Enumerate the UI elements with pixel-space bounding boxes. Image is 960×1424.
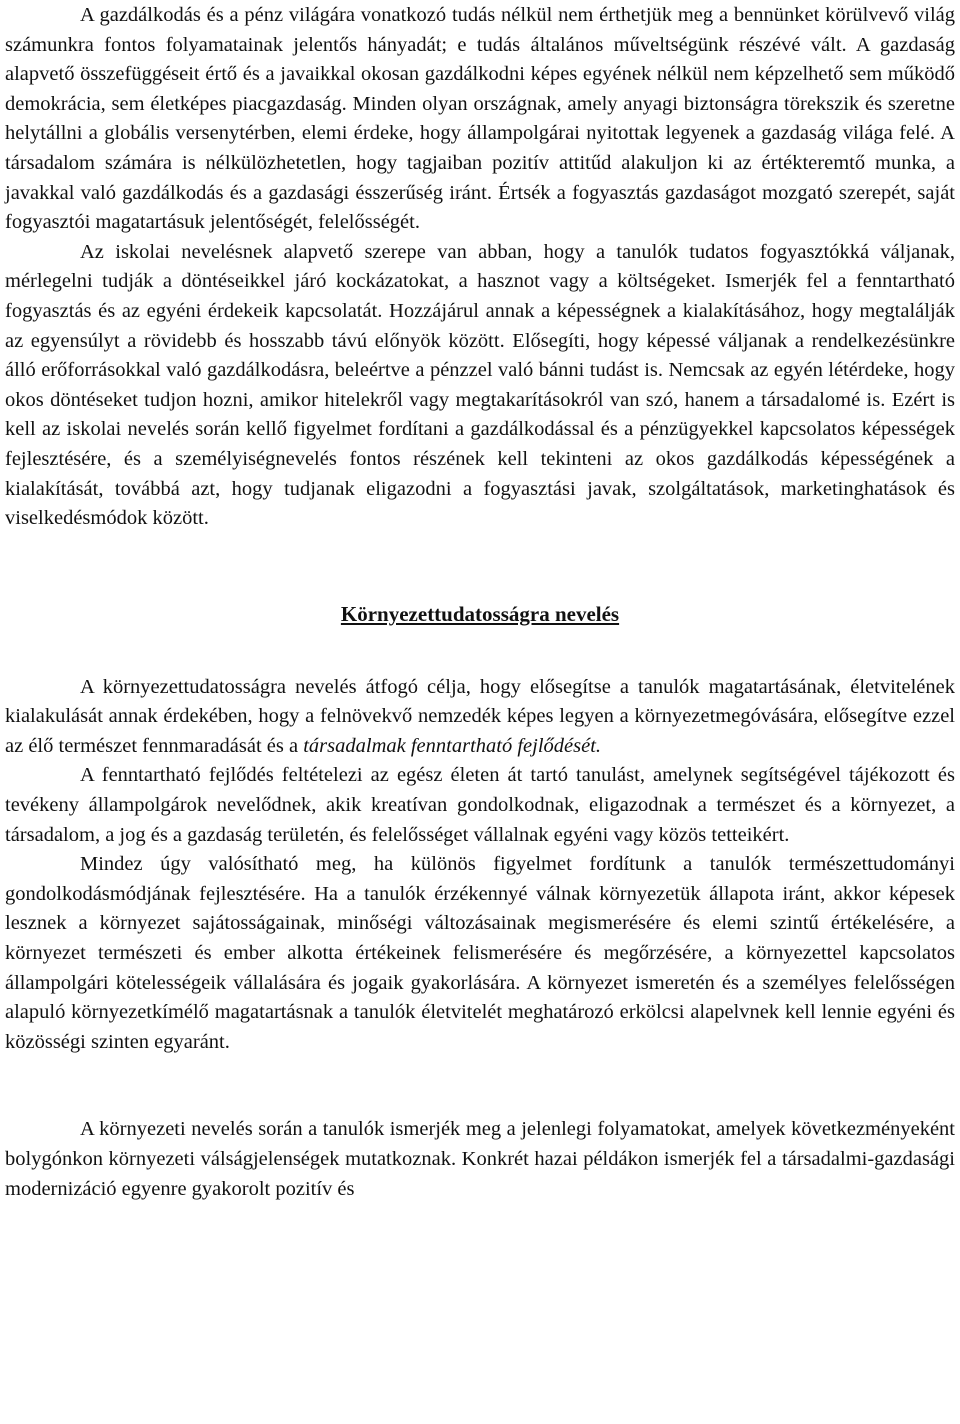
spacer — [5, 534, 955, 600]
paragraph-environment-goal-italic: társadalmak fenntartható fejlődését. — [303, 734, 602, 757]
section-heading: Környezettudatosságra nevelés — [340, 601, 620, 626]
paragraph-sustainable-development: A fenntartható fejlődés feltételezi az egész életen át tartó tanulást, amelynek segítségével tájékozott és tevékeny állampolgárok nevelődnek, akik kreatívan gondolkodnak, eligazodnak a természet és a környezet, a társadalom, a jog és a gazdaság területén, és felelősséget vállalnak egyéni vagy közös tetteikért. — [5, 764, 955, 846]
paragraph-economy-intro: A gazdálkodás és a pénz világára vonatkozó tudás nélkül nem érthetjük meg a bennünket körülvevő világ számunkra fontos folyamatainak jelentős hányadát; e tudás általános műveltségünk részévé vált. A gazdaság alapvető összefüggéseit értő és a javaikkal okosan gazdálkodni képes egyének nélkül nem képzelhető sem működő demokrácia, sem életképes piacgazdaság. Minden olyan országnak, amely anyagi biztonságra törekszik és szeretne helytállni a globális versenytérben, elemi érdeke, hogy állampolgárai nyitottak legyenek a gazdaság világa felé. A társadalom számára is nélkülözhetetlen, hogy tagjaiban pozitív attitűd alakuljon ki az értékteremtő munka, a javakkal való gazdálkodás és a gazdasági ésszerűség iránt. Értsék a fogyasztás gazdaságot mozgató szerepét, saját fogyasztói magatartásuk jelentőségét, felelősségét. — [5, 4, 955, 234]
paragraph-science-thinking: Mindez úgy valósítható meg, ha különös figyelmet fordítunk a tanulók természettudományi gondolkodásmódjának fejlesztésére. Ha a tanulók érzékennyé válnak környezetük állapota iránt, akkor képesek lesznek a környezet sajátosságainak, minőségi változásainak megismerésére és elemi szintű értékelésére, a környezet természeti és ember alkotta értékeinek felismerésére és megőrzésére, a környezettel kapcsolatos állampolgári kötelességeik vállalására és jogaik gyakorlására. A környezet ismeretén és a személyes felelősségen alapuló környezetkímélő magatartásnak a tanulók életvitelét meghatározó erkölcsi alapelvnek kell lennie egyéni és közösségi szinten egyaránt. — [5, 853, 955, 1053]
paragraph-school-education: Az iskolai nevelésnek alapvető szerepe van abban, hogy a tanulók tudatos fogyasztókká váljanak, mérlegelni tudják a döntéseikkel járó kockázatokat, a hasznot vagy a költségeket. Ismerjék fel a fenntartható fogyasztás és az egyéni érdekeik kapcsolatát. Hozzájárul annak a képességnek a kialakításához, hogy megtalálják az egyensúlyt a rövidebb és hosszabb távú előnyök között. Elősegíti, hogy képessé váljanak a rendelkezésünkre álló erőforrásokkal való gazdálkodásra, beleértve a pénzzel való bánni tudást is. Nemcsak az egyén létérdeke, hogy okos döntéseket tudjon hozni, amikor hitelekről vagy megtakarításokról van szó, hanem a társadalomé is. Ezért is kell az iskolai nevelés során kellő figyelmet fordítani a gazdálkodással és a pénzügyekkel kapcsolatos képességek fejlesztésére, és a személyiségnevelés fontos részének kell tekinteni az okos gazdálkodás képességének a kialakítását, továbbá azt, hogy tudjanak eligazodni a fogyasztási javak, szolgáltatások, marketinghatások és viselkedésmódok között. — [5, 240, 955, 530]
paragraph-environmental-education: A környezeti nevelés során a tanulók ismerjék meg a jelenlegi folyamatokat, amelyek következményeként bolygónkon környezeti válságjelenségek mutatkoznak. Konkrét hazai példákon ismerjék fel a társadalmi-gazdasági modernizáció egyenre gyakorolt pozitív és — [5, 1118, 955, 1200]
paragraph-environment-goal — [5, 673, 955, 762]
document-page — [5, 0, 955, 1204]
paragraph-environment-goal-text: A környezettudatosságra nevelés átfogó célja, hogy elősegítse a tanulók magatartásának, életvitelének kialakulását annak érdekében, hogy a felnövekvő nemzedék képes legyen a környezetmegóvására, elősegítve ezzel az élő természet fennmaradását és a — [5, 675, 955, 757]
spacer — [5, 1057, 955, 1115]
spacer — [5, 629, 955, 673]
